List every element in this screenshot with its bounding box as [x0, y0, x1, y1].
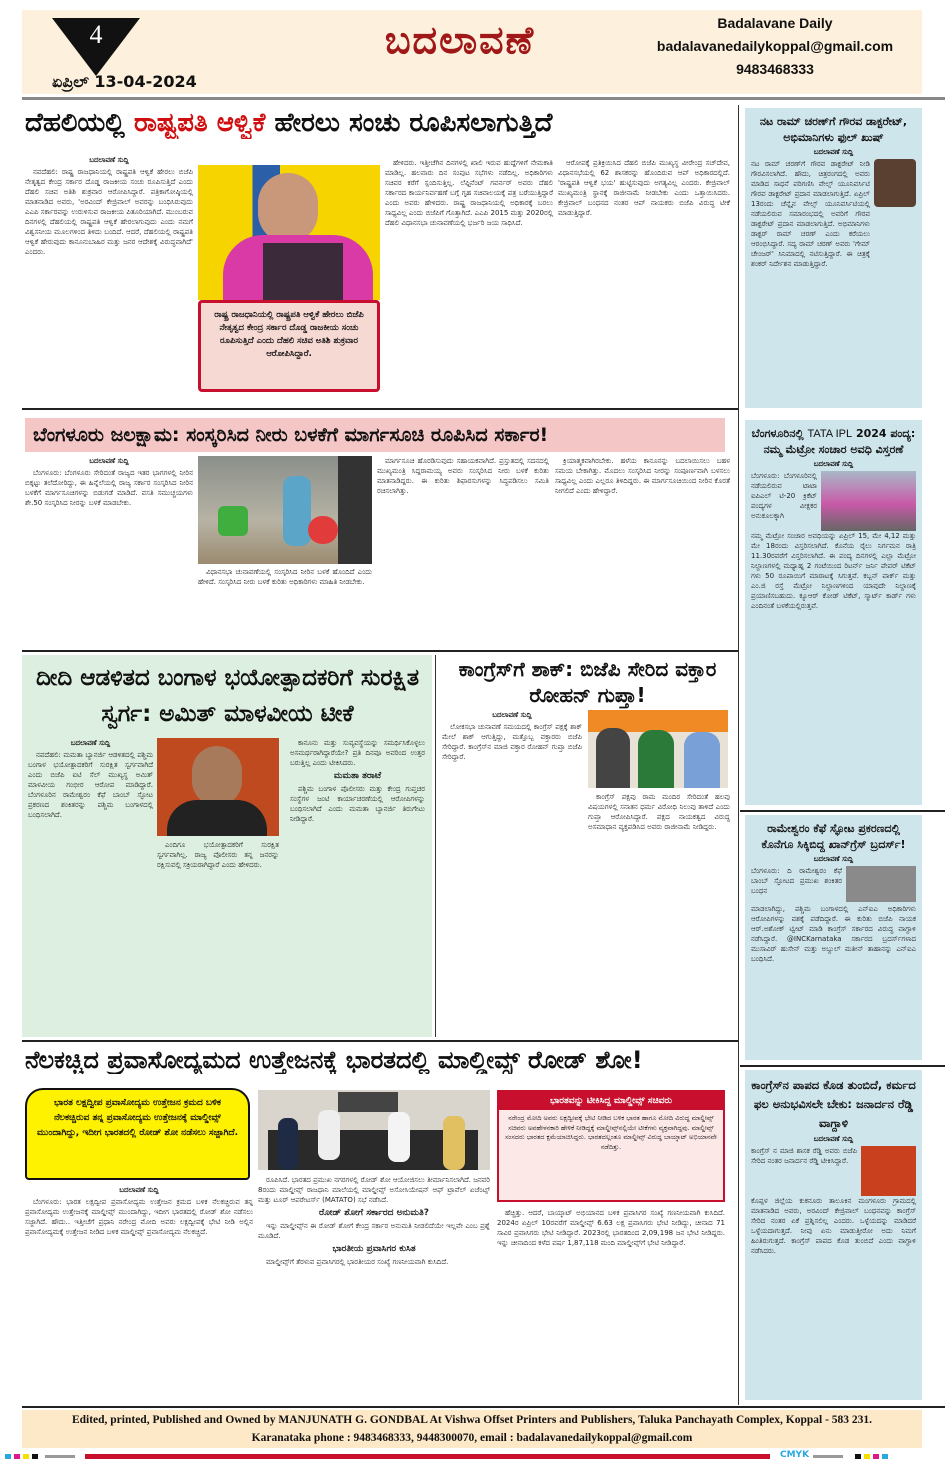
sidebar-text: ಮಾಡಲಾಗಿದ್ದು, ಪಶ್ಚಿಮ ಬಂಗಾಳದಲ್ಲಿ ಎನ್ಐಎ ಅಧಿಕಾರಿಗಳು ಆರೋಪಿಗಳನ್ನು ವಶಕ್ಕೆ ಪಡೆದಿದ್ದಾರೆ. ಈ ಕುರಿತು ಬಿಜೆಪಿ ನಾಯಕ ಆರ್.ಅಶೋಕ್ ಟ್ವೀಟ್ ಮಾಡಿ ಕಾಂಗ್ರೆಸ್ ಸರ್ಕಾರದ ವಿರುದ್ಧ ವಾಗ್ದಾಳಿ ನಡೆಸಿದ್ದಾರೆ. @INCKarnataka ಸರ್ಕಾರದ ಬ್ರದರ್ಸ್‌ಗಳಾದ ಮುಸಾವಿರ್ ಹುಸೇನ್ ಮತ್ತು ಅಬ್ದುಲ್ ಮತೀನ್ ತಾಹಾನನ್ನು ಎನ್ಐಎ ಬಂಧಿಸಿದೆ.: [751, 905, 916, 963]
sidebar-headline: ಕಾಂಗ್ರೆಸ್‌ನ ಪಾಪದ ಕೊಡ ತುಂಬಿದೆ, ಕರ್ಮದ ಫಲ ಅನುಭವಿಸಲೇ ಬೇಕು: ಜನಾರ್ದನ ರೆಡ್ಡಿ ವಾಗ್ದಾಳಿ: [751, 1078, 916, 1130]
imprint-line-2: Karanataka phone : 9483468333, 9448300070, email : badalavanedailykoppal@gmail.com: [251, 1432, 693, 1444]
metro-train-photo: [821, 471, 916, 531]
issue-date: ಏಪ್ರಿಲ್ 13-04-2024: [52, 72, 197, 91]
story5-sidebar-box: [497, 1090, 725, 1202]
story4-headline: ಕಾಂಗ್ರೆಸ್‌ಗೆ ಶಾಕ್: ಬಿಜೆಪಿ ಸೇರಿದ ವಕ್ತಾರ ರೋಹನ್ ಗುಪ್ತಾ!: [458, 657, 717, 707]
story2-col2: ವಿಧಾನಸಭಾ ಚುನಾವಣೆಯಲ್ಲಿ ಸಂಸ್ಕರಿಸಿದ ನೀರಿನ ಬಳಕೆ ಹೊಂದಿದೆ ಎಂದು ಹೇಳಿದೆ. ಸಂಸ್ಕರಿಸಿದ ನೀರು ಬಳಕೆ ಕುರಿತು ಅಧಿಕಾರಿಗಳು ಮಾಹಿತಿ ನೀಡಬೇಕು.: [198, 568, 372, 586]
janardhan-reddy-photo: [861, 1146, 916, 1196]
sidebar-text: ಬೆಂಗಳೂರು: ದಿ ರಾಮೇಶ್ವರಂ ಕೆಫೆ ಬಾಂಬ್ ಸ್ಫೋಟದ ಪ್ರಮುಖ ಶಂಕಿತರ ಬಂಧನ: [751, 867, 842, 895]
story1-quote-box: ರಾಷ್ಟ್ರ ರಾಜಧಾನಿಯಲ್ಲಿ ರಾಷ್ಟ್ರಪತಿ ಆಳ್ವಿಕೆ ಹೇರಲು ಬಿಜೆಪಿ ನೇತೃತ್ವದ ಕೇಂದ್ರ ಸರ್ಕಾರ ದೊಡ್ಡ ರಾಜಕೀಯ ಸಂಚು ರೂಪಿಸುತ್ತಿದೆ ಎಂದು ದೆಹಲಿ ಸಚಿವ ಅತಿಶಿ ಶುಕ್ರವಾರ ಆರೋಪಿಸಿದ್ದಾರೆ.: [198, 300, 380, 392]
divider: [22, 408, 738, 410]
story5-col3: ಹೆಚ್ಚಿತ್ತು. ಆದರೆ, ಬಾಯ್ಕಾಟ್ ಅಭಿಯಾನದ ಬಳಿಕ ಪ್ರವಾಸಿಗರ ಸಂಖ್ಯೆ ಗಣನೀಯವಾಗಿ ಕುಸಿದಿದೆ. 2024ರ ಏಪ್ರಿಲ್ 10ರವರೆಗೆ ಮಾಲ್ಡೀವ್ಸ್ 6.63 ಲಕ್ಷ ಪ್ರವಾಸಿಗರು ಭೇಟಿ ನೀಡಿದ್ದು, ಚೀನಾದ 71 ಸಾವಿರ ಪ್ರವಾಸಿಗರು ಭೇಟಿ ನೀಡಿದ್ದಾರೆ. 2023ರಲ್ಲಿ ಭಾರತದಿಂದ 2,09,198 ಜನ ಭೇಟಿ ನೀಡಿದ್ದರು. ಇನ್ನು ಚೀನಾದಿಂದ ಕಳೆದ ವರ್ಷ 1,87,118 ಮಂದಿ ಮಾಲ್ಡೀವ್ಸ್‌ಗೆ ಭೇಟಿ ನೀಡಿದ್ದಾರೆ.: [497, 1209, 725, 1247]
sidebar-story-janardhan-reddy: ಕಾಂಗ್ರೆಸ್‌ನ ಪಾಪದ ಕೊಡ ತುಂಬಿದೆ, ಕರ್ಮದ ಫಲ ಅನುಭವಿಸಲೇ ಬೇಕು: ಜನಾರ್ದನ ರೆಡ್ಡಿ ವಾಗ್ದಾಳಿ ಬದಲಾವಣೆ ಸುದ್ದಿ ಕಾಂಗ್ರೆಸ್ ನ ಮಾಜಿ ಶಾಸಕ ರೆಡ್ಡಿ ಅವರು ಬಿಜೆಪಿ ಸೇರಿದ ನಂತರ ಜನಾರ್ದನ ರೆಡ್ಡಿ ಟೀಕಿಸಿದ್ದಾರೆ. ಕೊಪ್ಪಳ ಜಿಲ್ಲೆಯ ಕುಕನೂರು ತಾಲೂಕಿನ ಮಂಗಳೂರು ಗ್ರಾಮದಲ್ಲಿ ಮಾತನಾಡಿದ ಅವರು, ಅರವಿಂದ್ ಕೇಜ್ರಿವಾಲ್ ಬಂಧನವನ್ನು ಕಾಂಗ್ರೆಸ್ ಸೇರಿದ ನಂತರ ಏಕೆ ಪ್ರಶ್ನಿಸಲಿಲ್ಲ ಎಂದರು. ಒಳ್ಳೆಯದನ್ನು ಮಾಡಿದರೆ ಒಳ್ಳೆಯದಾಗುತ್ತದೆ. ನೀವು ಏನು ಮಾಡುತ್ತೀರೋ ಅದು ನಿಮಗೆ ಹಿಂತಿರುಗುತ್ತದೆ. ಕಾಂಗ್ರೆಸ್ ಪಾಪದ ಕೊಡ ತುಂಬಿದೆ ಎಂದು ವಾಗ್ದಾಳಿ ನಡೆಸಿದರು.: [745, 1070, 922, 1400]
divider: [22, 1040, 738, 1042]
contact-phone: 9483468333: [736, 61, 814, 77]
divider: [740, 810, 945, 812]
story3-col2: ಎಂದಿಗೂ ಭಯೋತ್ಪಾದಕರಿಗೆ ಸುರಕ್ಷಿತ ಸ್ವರ್ಗವಾಗಿಲ್ಲ. ರಾಜ್ಯ ಪೊಲೀಸರು ತನ್ನ ಜನರನ್ನು ರಕ್ಷಿಸುವಲ್ಲಿ ಸಕ್ರಿಯರಾಗಿದ್ದಾರೆ ಎಂದು ಹೇಳಿದರು.: [157, 841, 279, 869]
cmyk-label: CMYK: [780, 1450, 810, 1460]
newspaper-logo: ಬದಲಾವಣೆ: [384, 18, 536, 62]
story4-col1: ಬದಲಾವಣೆ ಸುದ್ದಿ ಲೋಕಸಭಾ ಚುನಾವಣೆ ಸಮಯದಲ್ಲಿ ಕಾಂಗ್ರೆಸ್ ಪಕ್ಷಕ್ಕೆ ಶಾಕ್ ಮೇಲೆ ಶಾಕ್ ಆಗುತ್ತಿದ್ದು, ಮತ್ತೊಬ್ಬ ವಕ್ತಾರರು ಬಿಜೆಪಿ ಸೇರಿದ್ದಾರೆ. ಕಾಂಗ್ರೆಸ್‌ನ ಮಾಜಿ ವಕ್ತಾರ ರೋಹನ್ ಗುಪ್ತಾ ಬಿಜೆಪಿ ಸೇರಿದ್ದಾರೆ.: [442, 711, 582, 761]
water-crisis-photo: [198, 456, 372, 564]
header-divider: [22, 97, 945, 100]
story5-subhead-2: ಭಾರತೀಯ ಪ್ರವಾಸಿಗರ ಕುಸಿತ: [332, 1244, 416, 1254]
sidebar-headline: ಬೆಂಗಳೂರಿನಲ್ಲಿ TATA IPL 2024 ಪಂದ್ಯ: ನಮ್ಮ ಮೆಟ್ರೋ ಸಂಚಾರ ಅವಧಿ ವಿಸ್ತರಣೆ: [751, 427, 916, 456]
story3-headline: ದೀದಿ ಆಡಳಿತದ ಬಂಗಾಳ ಭಯೋತ್ಪಾದಕರಿಗೆ ಸುರಕ್ಷಿತ ಸ್ವರ್ಗ: ಅಮಿತ್ ಮಾಳವೀಯ ಟೀಕೆ: [35, 665, 420, 727]
atishi-photo: [198, 165, 380, 300]
story3-col1: ಬದಲಾವಣೆ ಸುದ್ದಿ ನವದೆಹಲಿ: ಮಮತಾ ಬ್ಯಾನರ್ಜಿ ಆಡಳಿತದಲ್ಲಿ ಪಶ್ಚಿಮ ಬಂಗಾಳ ಭಯೋತ್ಪಾದಕರಿಗೆ ಸುರಕ್ಷಿತ ಸ್ವರ್ಗವಾಗಿದೆ ಎಂದು ಬಿಜೆಪಿ ಐಟಿ ಸೆಲ್ ಮುಖ್ಯಸ್ಥ ಅಮಿತ್ ಮಾಳವೀಯ ಗಂಭೀರ ಆರೋಪ ಮಾಡಿದ್ದಾರೆ. ಬೆಂಗಳೂರಿನ ರಾಮೇಶ್ವರಂ ಕೆಫೆ ಬಾಂಬ್ ಸ್ಫೋಟ ಪ್ರಕರಣದ ಶಂಕಿತರನ್ನು ಪಶ್ಚಿಮ ಬಂಗಾಳದಲ್ಲಿ ಬಂಧಿಸಲಾಗಿದೆ.: [28, 739, 153, 819]
ram-charan-photo: [874, 159, 916, 207]
sidebar-text: ಕೊಪ್ಪಳ ಜಿಲ್ಲೆಯ ಕುಕನೂರು ತಾಲೂಕಿನ ಮಂಗಳೂರು ಗ್ರಾಮದಲ್ಲಿ ಮಾತನಾಡಿದ ಅವರು, ಅರವಿಂದ್ ಕೇಜ್ರಿವಾಲ್ ಬಂಧನವನ್ನು ಕಾಂಗ್ರೆಸ್ ಸೇರಿದ ನಂತರ ಏಕೆ ಪ್ರಶ್ನಿಸಲಿಲ್ಲ ಎಂದರು. ಒಳ್ಳೆಯದನ್ನು ಮಾಡಿದರೆ ಒಳ್ಳೆಯದಾಗುತ್ತದೆ. ನೀವು ಏನು ಮಾಡುತ್ತೀರೋ ಅದು ನಿಮಗೆ ಹಿಂತಿರುಗುತ್ತದೆ. ಕಾಂಗ್ರೆಸ್ ಪಾಪದ ಕೊಡ ತುಂಬಿದೆ ಎಂದು ವಾಗ್ದಾಳಿ ನಡೆಸಿದರು.: [751, 1197, 916, 1255]
amit-malviya-photo: [157, 738, 279, 836]
rohan-gupta-joining-photo: [588, 710, 728, 788]
contact-block: [650, 12, 900, 81]
sidebar-story-ram-charan: ನಟ ರಾಮ್ ಚರಣ್‌ಗೆ ಗೌರವ ಡಾಕ್ಟರೇಟ್, ಅಭಿಮಾನಿಗಳು ಫುಲ್ ಖುಷ್ ಬದಲಾವಣೆ ಸುದ್ದಿ ನಟ ರಾಮ್ ಚರಣ್‌ಗೆ ಗೌರವ ಡಾಕ್ಟರೇಟ್ ನೀಡಿ ಗೌರವಿಸಲಾಗಿದೆ. ಹೌದು, ಚಿತ್ರರಂಗದಲ್ಲಿ ಅವರು ಮಾಡಿದ ಸಾಧನೆ ಪರಿಗಣಿಸಿ ವೇಲ್ಸ್ ಯೂನಿವರ್ಸಿಟಿ ಗೌರವ ಡಾಕ್ಟರೇಟ್ ಪ್ರದಾನ ಮಾಡಲಾಗುತ್ತಿದೆ. ಏಪ್ರಿಲ್ 13ರಂದು ಚೆನ್ನೈನ ವೇಲ್ಸ್ ಯೂನಿವರ್ಸಿಟಿಯಲ್ಲಿ ನಡೆಯಲಿರುವ ಸಮಾರಂಭದಲ್ಲಿ ಅವರಿಗೆ ಗೌರವ ಡಾಕ್ಟರೇಟ್ ಪ್ರದಾನ ಮಾಡಲಾಗುತ್ತಿದೆ. ಅಭಿಮಾನಿಗಳು ಡಾಕ್ಟರ್ ರಾಮ್ ಚರಣ್ ಎಂದು ಕರೆಯಲು ಆರಂಭಿಸಿದ್ದಾರೆ. ಸದ್ಯ ರಾಮ್ ಚರಣ್ ಅವರು 'ಗೇಮ್ ಚೇಂಜರ್' ಸಿನಿಮಾದಲ್ಲಿ ನಟಿಸುತ್ತಿದ್ದಾರೆ. ಈ ಚಿತ್ರಕ್ಕೆ ಶಂಕರ್ ನಿರ್ದೇಶನ ಮಾಡುತ್ತಿದ್ದಾರೆ.: [745, 108, 922, 408]
sidebar-text: ನಟ ರಾಮ್ ಚರಣ್‌ಗೆ ಗೌರವ ಡಾಕ್ಟರೇಟ್ ನೀಡಿ ಗೌರವಿಸಲಾಗಿದೆ. ಹೌದು, ಚಿತ್ರರಂಗದಲ್ಲಿ ಅವರು ಮಾಡಿದ ಸಾಧನೆ ಪರಿಗಣಿಸಿ ವೇಲ್ಸ್ ಯೂನಿವರ್ಸಿಟಿ ಗೌರವ ಡಾಕ್ಟರೇಟ್ ಪ್ರದಾನ ಮಾಡಲಾಗುತ್ತಿದೆ. ಏಪ್ರಿಲ್ 13ರಂದು ಚೆನ್ನೈನ ವೇಲ್ಸ್ ಯೂನಿವರ್ಸಿಟಿಯಲ್ಲಿ ನಡೆಯಲಿರುವ ಸಮಾರಂಭದಲ್ಲಿ ಅವರಿಗೆ ಗೌರವ ಡಾಕ್ಟರೇಟ್ ಪ್ರದಾನ ಮಾಡಲಾಗುತ್ತಿದೆ. ಅಭಿಮಾನಿಗಳು ಡಾಕ್ಟರ್ ರಾಮ್ ಚರಣ್ ಎಂದು ಕರೆಯಲು ಆರಂಭಿಸಿದ್ದಾರೆ. ಸದ್ಯ ರಾಮ್ ಚರಣ್ ಅವರು 'ಗೇಮ್ ಚೇಂಜರ್' ಸಿನಿಮಾದಲ್ಲಿ ನಟಿಸುತ್ತಿದ್ದಾರೆ. ಈ ಚಿತ್ರಕ್ಕೆ ಶಂಕರ್ ನಿರ್ದೇಶನ ಮಾಡುತ್ತಿದ್ದಾರೆ.: [751, 160, 870, 268]
suspects-photo: [846, 866, 916, 902]
story2-col4: ಕ್ರಿಯಾತ್ಮಕವಾಗಿರಬೇಕು. ಹಳೆಯ ಕಾನೂನನ್ನು ಬದಲಾಯಿಸಲು ಬಹಳ ಸಮಯ ಬೇಕಾಗಿತ್ತು. ಮೊದಲು ಸಂಸ್ಕರಿಸಿದ ನೀರನ್ನು ಸಂಪೂರ್ಣವಾಗಿ ಬಳಸಲು ಸಾಧ್ಯವಿಲ್ಲ ಎಂದು ಎಲ್ಲರೂ ತಿಳಿದಿದ್ದರು. ಈ ಮಾರ್ಗಸೂಚಿಯಿಂದ ನೀರಿನ ಕೊರತೆ ನೀಗಲಿದೆ ಎಂದು ಹೇಳಿದ್ದಾರೆ.: [555, 457, 730, 495]
story5-highlight-box: ಭಾರತ ಲಕ್ಷದ್ವೀಪ ಪ್ರವಾಸೋದ್ಯಮ ಉತ್ತೇಜನ ಕ್ರಮದ ಬಳಿಕ ನೆಲಕಚ್ಚಿರುವ ತನ್ನ ಪ್ರವಾಸೋದ್ಯಮ ಉತ್ತೇಜನಕ್ಕೆ ಮಾಲ್ಡೀವ್ಸ್ ಮುಂದಾಗಿದ್ದು, ಇದೀಗ ಭಾರತದಲ್ಲಿ ರೋಡ್ ಶೋ ನಡೆಸಲು ಸಜ್ಜಾಗಿದೆ.: [25, 1088, 250, 1180]
story3-subhead: ಮಮತಾ ತರಾಟೆ: [333, 771, 382, 781]
story3-col3: ಕಾನೂನು ಮತ್ತು ಸುವ್ಯವಸ್ಥೆಯನ್ನು ಸಮರ್ಥಿಸಿಕೊಳ್ಳಲು ಅಸಮರ್ಥರಾಗಿದ್ದಾರೆಯೇ? ಪ್ರತಿ ದಿನವೂ ಅವರಿಂದ ಉತ್ತರ ಬರುತ್ತಿಲ್ಲ ಎಂದು ಟೀಕಿಸಿದರು. ಮಮತಾ ತರಾಟೆ ಪಶ್ಚಿಮ ಬಂಗಾಳ ಪೊಲೀಸರು ಮತ್ತು ಕೇಂದ್ರ ಗುಪ್ತಚರ ಸಂಸ್ಥೆಗಳ ಜಂಟಿ ಕಾರ್ಯಾಚರಣೆಯಲ್ಲಿ ಆರೋಪಿಗಳನ್ನು ಬಂಧಿಸಲಾಗಿದೆ ಎಂದು ಮಮತಾ ಬ್ಯಾನರ್ಜಿ ತಿರುಗೇಟು ನೀಡಿದ್ದಾರೆ.: [290, 739, 425, 823]
story1-headline: ದೆಹಲಿಯಲ್ಲಿ ರಾಷ್ಟ್ರಪತಿ ಆಳ್ವಿಕೆ ಹೇರಲು ಸಂಚು ರೂಪಿಸಲಾಗುತ್ತಿದೆ: [25, 108, 553, 138]
story4-col2: ಕಾಂಗ್ರೆಸ್ ಪಕ್ಷವು ರಾಮ ಮಂದಿರ ಸೇರಿದಂತೆ ಹಲವು ವಿಷಯಗಳಲ್ಲಿ ಸನಾತನ ಧರ್ಮ ವಿರೋಧಿ ನಿಲುವು ತಾಳಿದೆ ಎಂದು ಗುಪ್ತಾ ಆರೋಪಿಸಿದ್ದಾರೆ. ಪಕ್ಷದ ನಾಯಕತ್ವದ ವಿರುದ್ಧ ಅಸಮಾಧಾನ ವ್ಯಕ್ತಪಡಿಸಿದ ಅವರು ರಾಜೀನಾಮೆ ನೀಡಿದ್ದರು.: [588, 793, 730, 831]
story5-headline: ನೆಲಕಚ್ಚಿದ ಪ್ರವಾಸೋದ್ಯಮದ ಉತ್ತೇಜನಕ್ಕೆ ಭಾರತದಲ್ಲಿ ಮಾಲ್ಡೀವ್ಸ್ ರೋಡ್ ಶೋ!: [25, 1046, 643, 1074]
imprint-line-1: Edited, printed, Published and Owned by MANJUNATH G. GONDBAL At Vishwa Offset Printers and Publishers, Taluka Panchayath Complex, Koppal - 583 231.: [71, 1414, 873, 1426]
story1-col4: ಆರೋಪಕ್ಕೆ ಪ್ರತಿಕ್ರಿಯಿಸಿದ ದೆಹಲಿ ಬಿಜೆಪಿ ಮುಖ್ಯಸ್ಥ ವೀರೇಂದ್ರ ಸಚ್‌ದೇವ, ವಿಧಾನಸಭೆಯಲ್ಲಿ 62 ಶಾಸಕರನ್ನು ಹೊಂದಿರುವ ಆಪ್ ಅಧಿಕಾರದಲ್ಲಿದೆ. 'ರಾಷ್ಟ್ರಪತಿ ಆಳ್ವಿಕೆ ಭಯ' ಹುಟ್ಟಿಸುವುದು ಅಗತ್ಯವಿಲ್ಲ ಎಂದರು. ಕೇಜ್ರಿವಾಲ್ ಮುಖ್ಯಮಂತ್ರಿ ಸ್ಥಾನಕ್ಕೆ ರಾಜೀನಾಮೆ ನೀಡಬೇಕು ಎಂದು ಒತ್ತಾಯಿಸಿದರು. ಕೇಜ್ರಿವಾಲ್ ಬಂಧನದ ನಂತರ ಆಪ್ ನಾಯಕರು ಬಿಜೆಪಿ ವಿರುದ್ಧ ಟೀಕೆ ಮಾಡುತ್ತಿದ್ದಾರೆ.: [558, 159, 730, 217]
story1-col3: ಹೇಳಿದರು. ಇತ್ತೀಚೆಗಿನ ದಿನಗಳಲ್ಲಿ ಖಾಲಿ ಇರುವ ಹುದ್ದೆಗಳಿಗೆ ನೇಮಕಾತಿ ಮಾಡಿಲ್ಲ. ಹಲವಾರು ದಿನ ಸಂಪುಟ ಸಭೆಗಳು ನಡೆದಿಲ್ಲ. ಅಧಿಕಾರಿಗಳು ಸಚಿವರ ಕರೆಗೆ ಸ್ಪಂದಿಸುತ್ತಿಲ್ಲ. ಲೆಫ್ಟಿನೆಂಟ್ ಗವರ್ನರ್ ಅವರು ದೆಹಲಿ ಸರ್ಕಾರದ ಕಾರ್ಯನಿರ್ವಹಣೆ ಬಗ್ಗೆ ಗೃಹ ಸಚಿವಾಲಯಕ್ಕೆ ಪತ್ರ ಬರೆಯುತ್ತಿದ್ದಾರೆ ಎಂದು ಅವರು ಹೇಳಿದರು. ರಾಷ್ಟ್ರ ರಾಜಧಾನಿಯಲ್ಲಿ ಅಧಿಕಾರಕ್ಕೆ ಬರಲು ಸಾಧ್ಯವಿಲ್ಲ ಎಂದು ಬಿಜೆಪಿಗೆ ಗೊತ್ತಾಗಿದೆ. ಎಎಪಿ 2015 ಮತ್ತು 2020ರಲ್ಲಿ ದೆಹಲಿ ವಿಧಾನಸಭಾ ಚುನಾವಣೆಯಲ್ಲಿ ಭರ್ಜರಿ ಜಯ ಸಾಧಿಸಿದೆ.: [385, 159, 553, 227]
divider: [22, 650, 738, 652]
column-divider: [435, 655, 436, 1037]
divider: [740, 1065, 945, 1067]
footer-divider: [22, 1406, 945, 1408]
story2-col3: ಮಾರ್ಗಸೂಚಿ ಹೊರಡಿಸುವುದು ಸಹಾಯಕವಾಗಿದೆ. ಪ್ರಸ್ತುತದಲ್ಲಿ ಸದನದಲ್ಲಿ ಮುಖ್ಯಮಂತ್ರಿ ಸಿದ್ದರಾಮಯ್ಯ ಅವರು ಸಂಸ್ಕರಿಸಿದ ನೀರು ಬಳಕೆ ಕುರಿತು ಮಾತನಾಡಿದ್ದರು. ಈ ಕುರಿತು ಶಿಫಾರಸುಗಳನ್ನು ಸಿದ್ಧಪಡಿಸಲು ಸಮಿತಿ ರಚಿಸಲಾಗಿತ್ತು.: [377, 457, 549, 495]
sidebar-text: ಕಾಂಗ್ರೆಸ್ ನ ಮಾಜಿ ಶಾಸಕ ರೆಡ್ಡಿ ಅವರು ಬಿಜೆಪಿ ಸೇರಿದ ನಂತರ ಜನಾರ್ದನ ರೆಡ್ಡಿ ಟೀಕಿಸಿದ್ದಾರೆ.: [751, 1147, 857, 1165]
story2-headline: ಬೆಂಗಳೂರು ಜಲಕ್ಷಾಮ: ಸಂಸ್ಕರಿಸಿದ ನೀರು ಬಳಕೆಗೆ ಮಾರ್ಗಸೂಚಿ ರೂಪಿಸಿದ ಸರ್ಕಾರ!: [25, 418, 725, 452]
story5-col2: ರೂಪಿಸಿದೆ. ಭಾರತದ ಪ್ರಮುಖ ನಗರಗಳಲ್ಲಿ ರೋಡ್ ಶೋ ಆಯೋಜಿಸಲು ತೀರ್ಮಾನಿಸಲಾಗಿದೆ. ಜನವರಿ 8ರಂದು ಮಾಲ್ಡೀವ್ಸ್ ರಾಜಧಾನಿ ಮಾಲೆಯಲ್ಲಿ ಮಾಲ್ಡೀವ್ಸ್ ಅಸೋಸಿಯೇಷನ್ ಆಫ್ ಟ್ರಾವೆಲ್ ಏಜೆಂಟ್ಸ್ ಮತ್ತು ಟೂರ್ ಆಪರೇಟರ್ಸ್ (MATATO) ಸಭೆ ನಡೆಸಿದೆ. ರೋಡ್ ಶೋಗೆ ಸರ್ಕಾರದ ಅನುಮತಿ? ಇನ್ನು ಮಾಲ್ಡೀವ್ಸ್‌ನ ಈ ರೋಡ್ ಶೋಗೆ ಕೇಂದ್ರ ಸರ್ಕಾರ ಅನುಮತಿ ನೀಡಲಿದೆಯೇ ಇಲ್ಲವೇ ಎಂಬ ಪ್ರಶ್ನೆ ಮೂಡಿದೆ. ಭಾರತೀಯ ಪ್ರವಾಸಿಗರ ಕುಸಿತ ಮಾಲ್ಡೀವ್ಸ್‌ಗೆ ತೆರಳುವ ಪ್ರವಾಸಿಗರಲ್ಲಿ ಭಾರತೀಯರ ಸಂಖ್ಯೆ ಗಣನೀಯವಾಗಿ ಕುಸಿದಿದೆ.: [258, 1176, 490, 1266]
story5-col1: ಬದಲಾವಣೆ ಸುದ್ದಿ ಬೆಂಗಳೂರು: ಭಾರತ ಲಕ್ಷದ್ವೀಪ ಪ್ರವಾಸೋದ್ಯಮ ಉತ್ತೇಜನ ಕ್ರಮದ ಬಳಿಕ ನೆಲಕಚ್ಚಿರುವ ತನ್ನ ಪ್ರವಾಸೋದ್ಯಮ ಉತ್ತೇಜನಕ್ಕೆ ಮಾಲ್ಡೀವ್ಸ್ ಮುಂದಾಗಿದ್ದು, ಇದೀಗ ಭಾರತದಲ್ಲಿ ರೋಡ್ ಶೋ ನಡೆಸಲು ಸಜ್ಜಾಗಿದೆ. ಹೌದು.. ಇತ್ತೀಚೆಗೆ ಪ್ರಧಾನಿ ನರೇಂದ್ರ ಮೋದಿ ಅವರು ಲಕ್ಷದ್ವೀಪಕ್ಕೆ ಭೇಟಿ ನೀಡಿ ಅಲ್ಲಿನ ಪ್ರವಾಸೋದ್ಯಮಕ್ಕೆ ಉತ್ತೇಜನ ನೀಡಿದ ಬಳಿಕ ಮಾಲ್ಡೀವ್ಸ್ ಪ್ರವಾಸೋದ್ಯಮ ನೆಲಕಚ್ಚಿದೆ.: [25, 1186, 253, 1236]
sidebar-text: ನಮ್ಮ ಮೆಟ್ರೋ ಸಂಚಾರ ಅವಧಿಯನ್ನು ಏಪ್ರಿಲ್ 15, ಮೇ 4,12 ಮತ್ತು ಮೇ 18ರಂದು ವಿಸ್ತರಿಸಲಾಗಿದೆ. ಕೊನೆಯ ರೈಲು ನಿರ್ಗಮನ ರಾತ್ರಿ 11.30ರವರೆಗೆ ವಿಸ್ತರಿಸಲಾಗಿದೆ. ಈ ಪಂದ್ಯ ದಿನಗಳಲ್ಲಿ ಎಲ್ಲಾ ಮೆಟ್ರೋ ನಿಲ್ದಾಣಗಳಲ್ಲಿ ಮಧ್ಯಾಹ್ನ 2 ಗಂಟೆಯಿಂದ ರಿಟರ್ನ್ ಜರ್ನಿ ಪೇಪರ್ ಟಿಕೆಟ್ ಗಳು 50 ರೂಪಾಯಿಗೆ ಮಾರಾಟಕ್ಕೆ ಸಿಗುತ್ತವೆ. ಕಬ್ಬನ್ ಪಾರ್ಕ್ ಮತ್ತು ಎಂ.ಜಿ ರಸ್ತೆ ಮೆಟ್ರೋ ನಿಲ್ದಾಣಗಳಿಂದ ಯಾವುದೇ ನಿಲ್ದಾಣಕ್ಕೆ ಪ್ರಯಾಣಿಸಬಹುದು. ಕ್ಯೂಆರ್ ಕೋಡ್ ಟಿಕೆಟ್, ಸ್ಮಾರ್ಟ್ ಕಾರ್ಡ್ ಗಳು ಎಂದಿನಂತೆ ಬಳಕೆಯಲ್ಲಿರುತ್ತವೆ.: [751, 532, 916, 610]
page-number: 4: [89, 20, 103, 49]
story1-col1: ಬದಲಾವಣೆ ಸುದ್ದಿ ನವದೆಹಲಿ: ರಾಷ್ಟ್ರ ರಾಜಧಾನಿಯಲ್ಲಿ ರಾಷ್ಟ್ರಪತಿ ಆಳ್ವಿಕೆ ಹೇರಲು ಬಿಜೆಪಿ ನೇತೃತ್ವದ ಕೇಂದ್ರ ಸರ್ಕಾರ ದೊಡ್ಡ ರಾಜಕೀಯ ಸಂಚು ರೂಪಿಸುತ್ತಿದೆ ಎಂದು ದೆಹಲಿ ಸಚಿವ ಅತಿಶಿ ಶುಕ್ರವಾರ ಆರೋಪಿಸಿದ್ದಾರೆ. ಪತ್ರಿಕಾಗೋಷ್ಠಿಯಲ್ಲಿ ಮಾತನಾಡಿದ ಅವರು, 'ಅರವಿಂದ್ ಕೇಜ್ರಿವಾಲ್ ಅವರನ್ನು ಬಂಧಿಸಿರುವುದು ಎಎಪಿ ಸರ್ಕಾರವನ್ನು ಉರುಳಿಸುವ ರಾಜಕೀಯ ಪಿತೂರಿಯಾಗಿದೆ. ಮುಂಬರುವ ದಿನಗಳಲ್ಲಿ ದೆಹಲಿಯಲ್ಲಿ ರಾಷ್ಟ್ರಪತಿ ಆಳ್ವಿಕೆ ಹೇರಲಾಗುವುದು ಎಂದು ನಮಗೆ ವಿಶ್ವಸನೀಯ ಮೂಲಗಳಿಂದ ತಿಳಿದು ಬಂದಿದೆ. ಆದರೆ, ದೆಹಲಿಯಲ್ಲಿ ರಾಷ್ಟ್ರಪತಿ ಆಳ್ವಿಕೆ ಹೇರುವುದು ಕಾನೂನುಬಾಹಿರ ಮತ್ತು ಜನರ ಆದೇಶಕ್ಕೆ ವಿರುದ್ಧವಾಗಿದೆ' ಎಂದರು.: [25, 156, 193, 256]
imprint: [22, 1410, 922, 1448]
print-registration-bar: [5, 1452, 945, 1462]
sidebar-box-text: ನರೇಂದ್ರ ಮೋದಿ ಅವರು ಲಕ್ಷದ್ವೀಪಕ್ಕೆ ಭೇಟಿ ನೀಡಿದ ಬಳಿಕ ಭಾರತ ಹಾಗೂ ಮೋದಿ ವಿರುದ್ಧ ಮಾಲ್ಡೀವ್ಸ್ ಸಚಿವರು ಅವಹೇಳನಕಾರಿ ಹೇಳಿಕೆ ನೀಡಿದ್ದಕ್ಕೆ ಮಾಲ್ಡೀವ್ಸ್‌ನಲ್ಲಿಯೇ ಟೀಕೆಗಳು ವ್ಯಕ್ತವಾಗಿದ್ದವು. ಮಾಲ್ಡೀವ್ಸ್ ಸಂಸದರು ಭಾರತದ ಕ್ಷಮೆಯಾಚಿಸಿದ್ದರು. ಭಾರತದಲ್ಲಂತೂ ಮಾಲ್ಡೀವ್ಸ್ ವಿರುದ್ಧ ಬಾಯ್ಕಾಟ್ ಅಭಿಯಾನವೇ ನಡೆದಿತ್ತು.: [505, 1114, 717, 1151]
maldives-meeting-photo: [258, 1090, 490, 1170]
contact-email: badalavanedailykoppal@gmail.com: [656, 38, 894, 54]
sidebar-headline: ರಾಮೇಶ್ವರಂ ಕೆಫೆ ಸ್ಫೋಟ ಪ್ರಕರಣದಲ್ಲಿ ಕೊನೆಗೂ ಸಿಕ್ಕಿಬಿದ್ದ ಖಾನ್‌ಗ್ರೆಸ್ ಬ್ರದರ್ಸ್!: [761, 822, 906, 851]
sidebar-box-title: ಭಾರತವನ್ನು ಟೀಕಿಸಿದ್ದ ಮಾಲ್ಡೀವ್ಸ್ ಸಚಿವರು: [499, 1092, 723, 1110]
sidebar-story-ipl-metro: ಬೆಂಗಳೂರಿನಲ್ಲಿ TATA IPL 2024 ಪಂದ್ಯ: ನಮ್ಮ ಮೆಟ್ರೋ ಸಂಚಾರ ಅವಧಿ ವಿಸ್ತರಣೆ ಬದಲಾವಣೆ ಸುದ್ದಿ ಬೆಂಗಳೂರು: ಬೆಂಗಳೂರಿನಲ್ಲಿ ನಡೆಯಲಿರುವ ಟಾಟಾ ಐಪಿಎಲ್ ಟಿ-20 ಕ್ರಿಕೆಟ್ ಪಂದ್ಯಗಳ ವೀಕ್ಷಕರ ಅನುಕೂಲಕ್ಕಾಗಿ ನಮ್ಮ ಮೆಟ್ರೋ ಸಂಚಾರ ಅವಧಿಯನ್ನು ಏಪ್ರಿಲ್ 15, ಮೇ 4,12 ಮತ್ತು ಮೇ 18ರಂದು ವಿಸ್ತರಿಸಲಾಗಿದೆ. ಕೊನೆಯ ರೈಲು ನಿರ್ಗಮನ ರಾತ್ರಿ 11.30ರವರೆಗೆ ವಿಸ್ತರಿಸಲಾಗಿದೆ. ಈ ಪಂದ್ಯ ದಿನಗಳಲ್ಲಿ ಎಲ್ಲಾ ಮೆಟ್ರೋ ನಿಲ್ದಾಣಗಳಲ್ಲಿ ಮಧ್ಯಾಹ್ನ 2 ಗಂಟೆಯಿಂದ ರಿಟರ್ನ್ ಜರ್ನಿ ಪೇಪರ್ ಟಿಕೆಟ್ ಗಳು 50 ರೂಪಾಯಿಗೆ ಮಾರಾಟಕ್ಕೆ ಸಿಗುತ್ತವೆ. ಕಬ್ಬನ್ ಪಾರ್ಕ್ ಮತ್ತು ಎಂ.ಜಿ ರಸ್ತೆ ಮೆಟ್ರೋ ನಿಲ್ದಾಣಗಳಿಂದ ಯಾವುದೇ ನಿಲ್ದಾಣಕ್ಕೆ ಪ್ರಯಾಣಿಸಬಹುದು. ಕ್ಯೂಆರ್ ಕೋಡ್ ಟಿಕೆಟ್, ಸ್ಮಾರ್ಟ್ ಕಾರ್ಡ್ ಗಳು ಎಂದಿನಂತೆ ಬಳಕೆಯಲ್ಲಿರುತ್ತವೆ.: [745, 420, 922, 805]
story2-col1: ಬದಲಾವಣೆ ಸುದ್ದಿ ಬೆಂಗಳೂರು: ಬೆಂಗಳೂರು ಸೇರಿದಂತೆ ರಾಜ್ಯದ ಇತರ ಭಾಗಗಳಲ್ಲಿ ನೀರಿನ ಬಿಕ್ಕಟ್ಟು ತಲೆದೋರಿದ್ದು, ಈ ಹಿನ್ನೆಲೆಯಲ್ಲಿ ರಾಜ್ಯ ಸರ್ಕಾರ ಸಂಸ್ಕರಿಸಿದ ನೀರಿನ ಬಳಕೆಗೆ ಮಾರ್ಗಸೂಚಿಗಳನ್ನು ಬಿಡುಗಡೆ ಮಾಡಿದೆ. ವಸತಿ ಸಮುಚ್ಚಯಗಳು ಶೇ.50 ಸಂಸ್ಕರಿಸಿದ ನೀರನ್ನು ಬಳಕೆ ಮಾಡಬೇಕು.: [25, 457, 193, 507]
paper-name: Badalavane Daily: [717, 15, 833, 31]
column-divider: [738, 105, 739, 1405]
sidebar-text: ಬೆಂಗಳೂರು: ಬೆಂಗಳೂರಿನಲ್ಲಿ ನಡೆಯಲಿರುವ ಟಾಟಾ ಐಪಿಎಲ್ ಟಿ-20 ಕ್ರಿಕೆಟ್ ಪಂದ್ಯಗಳ ವೀಕ್ಷಕರ ಅನುಕೂಲಕ್ಕಾಗಿ: [751, 472, 817, 520]
sidebar-story-rameshwaram-cafe: ರಾಮೇಶ್ವರಂ ಕೆಫೆ ಸ್ಫೋಟ ಪ್ರಕರಣದಲ್ಲಿ ಕೊನೆಗೂ ಸಿಕ್ಕಿಬಿದ್ದ ಖಾನ್‌ಗ್ರೆಸ್ ಬ್ರದರ್ಸ್! ಬದಲಾವಣೆ ಸುದ್ದಿ ಬೆಂಗಳೂರು: ದಿ ರಾಮೇಶ್ವರಂ ಕೆಫೆ ಬಾಂಬ್ ಸ್ಫೋಟದ ಪ್ರಮುಖ ಶಂಕಿತರ ಬಂಧನ ಮಾಡಲಾಗಿದ್ದು, ಪಶ್ಚಿಮ ಬಂಗಾಳದಲ್ಲಿ ಎನ್ಐಎ ಅಧಿಕಾರಿಗಳು ಆರೋಪಿಗಳನ್ನು ವಶಕ್ಕೆ ಪಡೆದಿದ್ದಾರೆ. ಈ ಕುರಿತು ಬಿಜೆಪಿ ನಾಯಕ ಆರ್.ಅಶೋಕ್ ಟ್ವೀಟ್ ಮಾಡಿ ಕಾಂಗ್ರೆಸ್ ಸರ್ಕಾರದ ವಿರುದ್ಧ ವಾಗ್ದಾಳಿ ನಡೆಸಿದ್ದಾರೆ. @INCKarnataka ಸರ್ಕಾರದ ಬ್ರದರ್ಸ್‌ಗಳಾದ ಮುಸಾವಿರ್ ಹುಸೇನ್ ಮತ್ತು ಅಬ್ದುಲ್ ಮತೀನ್ ತಾಹಾನನ್ನು ಎನ್ಐಎ ಬಂಧಿಸಿದೆ.: [745, 815, 922, 1060]
sidebar-headline: ನಟ ರಾಮ್ ಚರಣ್‌ಗೆ ಗೌರವ ಡಾಕ್ಟರೇಟ್, ಅಭಿಮಾನಿಗಳು ಫುಲ್ ಖುಷ್: [759, 115, 908, 144]
story5-subhead-1: ರೋಡ್ ಶೋಗೆ ಸರ್ಕಾರದ ಅನುಮತಿ?: [319, 1208, 429, 1218]
